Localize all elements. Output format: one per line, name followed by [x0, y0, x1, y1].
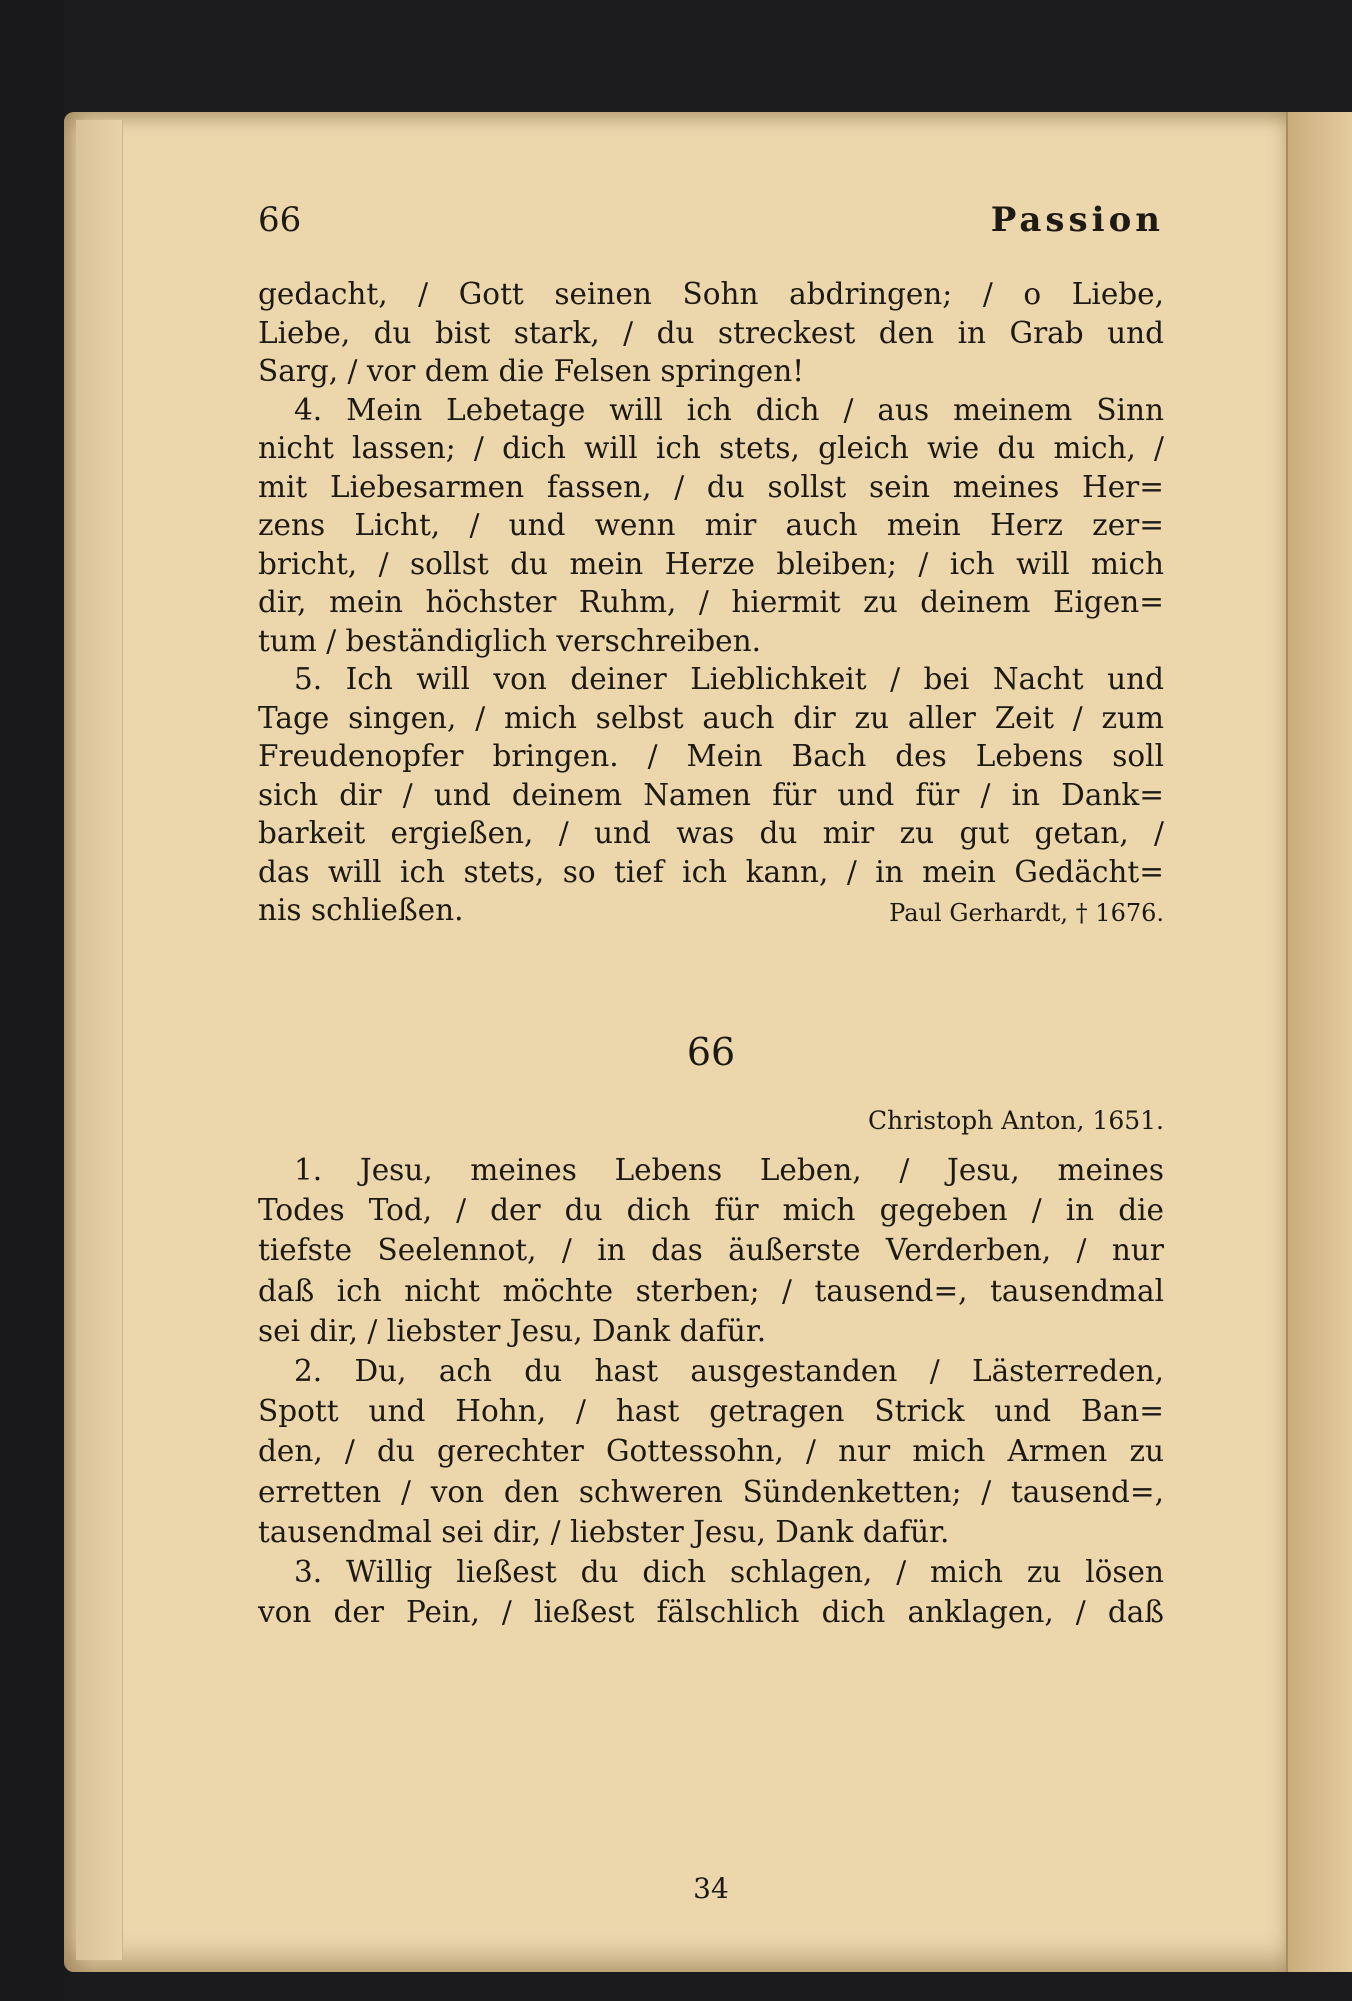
- verse-1-start: 1. Jesu, meines Lebens Leben, / Jesu, meines: [294, 1153, 1164, 1187]
- page-header: [258, 200, 1164, 250]
- hymn-author: Christoph Anton, 1651.: [868, 1106, 1164, 1135]
- book-cover-left: [0, 0, 64, 2001]
- text-line: tum / beständiglich verschreiben.: [258, 623, 762, 658]
- text-line: das will ich stets, so tief ich kann, / in mein Gedächt=: [258, 854, 1164, 889]
- hymn-number: 66: [686, 1030, 736, 1074]
- text-line: den, / du gerechter Gottessohn, / nur mich Armen zu: [258, 1434, 1164, 1469]
- text-line: zens Licht, / und wenn mir auch mein Herz zer=: [258, 508, 1164, 542]
- text-line: sich dir / und deinem Namen für und für / in Dank=: [258, 777, 1164, 812]
- text-line: Spott und Hohn, / hast getragen Strick und Ban=: [258, 1394, 1164, 1429]
- hymn-66-text: [258, 1150, 1164, 1632]
- text-line: sei dir, / liebster Jesu, Dank dafür.: [258, 1313, 767, 1348]
- closing-row: [258, 891, 1164, 930]
- text-line: barkeit ergießen, / und was du mir zu gut getan, /: [258, 816, 1164, 850]
- facing-page-edge: [1286, 112, 1352, 1972]
- text-line: Liebe, du bist stark, / du streckest den in Grab und: [258, 315, 1164, 350]
- verse-3-start: 3. Willig ließest du dich schlagen, / mich zu lösen: [294, 1554, 1164, 1589]
- text-line: dir, mein höchster Ruhm, / hiermit zu deinem Eigen=: [258, 585, 1164, 619]
- text-line: mit Liebesarmen fassen, / du sollst sein meines Her=: [258, 469, 1164, 504]
- text-line: tiefste Seelennot, / in das äußerste Verderben, / nur: [258, 1233, 1164, 1268]
- text-line: von der Pein, / ließest fälschlich dich anklagen, / daß: [258, 1595, 1164, 1630]
- text-line: bricht, / sollst du mein Herze bleiben; / ich will mich: [258, 546, 1164, 581]
- text-line: daß ich nicht möchte sterben; / tausend=, tausendmal: [258, 1273, 1164, 1308]
- text-line: tausendmal sei dir, / liebster Jesu, Dank dafür.: [258, 1514, 950, 1549]
- page-gutter: [76, 120, 123, 1960]
- text-line: nis schließen.: [258, 893, 464, 927]
- page-number: 66: [258, 200, 302, 240]
- author-attribution: Paul Gerhardt, † 1676.: [889, 899, 1164, 927]
- verse-2-start: 2. Du, ach du hast ausgestanden / Lästerreden,: [294, 1353, 1164, 1388]
- text-line: Sarg, / vor dem die Felsen springen!: [258, 354, 805, 388]
- text-line: gedacht, / Gott seinen Sohn abdringen; / o Liebe,: [258, 277, 1164, 311]
- hymn-65-text: [258, 275, 1164, 930]
- text-line: Todes Tod, / der du dich für mich gegeben / in die: [258, 1193, 1164, 1228]
- signature-mark: 34: [693, 1872, 729, 1905]
- text-line: Tage singen, / mich selbst auch dir zu aller Zeit / zum: [258, 700, 1164, 735]
- book-cover-top: [0, 0, 1352, 112]
- text-line: nicht lassen; / dich will ich stets, gleich wie du mich, /: [258, 431, 1164, 465]
- text-line: Freudenopfer bringen. / Mein Bach des Lebens soll: [258, 739, 1164, 773]
- verse-5-start: 5. Ich will von deiner Lieblichkeit / bei Nacht und: [294, 662, 1164, 696]
- verse-4-start: 4. Mein Lebetage will ich dich / aus meinem Sinn: [294, 392, 1164, 427]
- running-title: Passion: [990, 200, 1164, 240]
- text-line: erretten / von den schweren Sündenketten; / tausend=,: [258, 1474, 1164, 1509]
